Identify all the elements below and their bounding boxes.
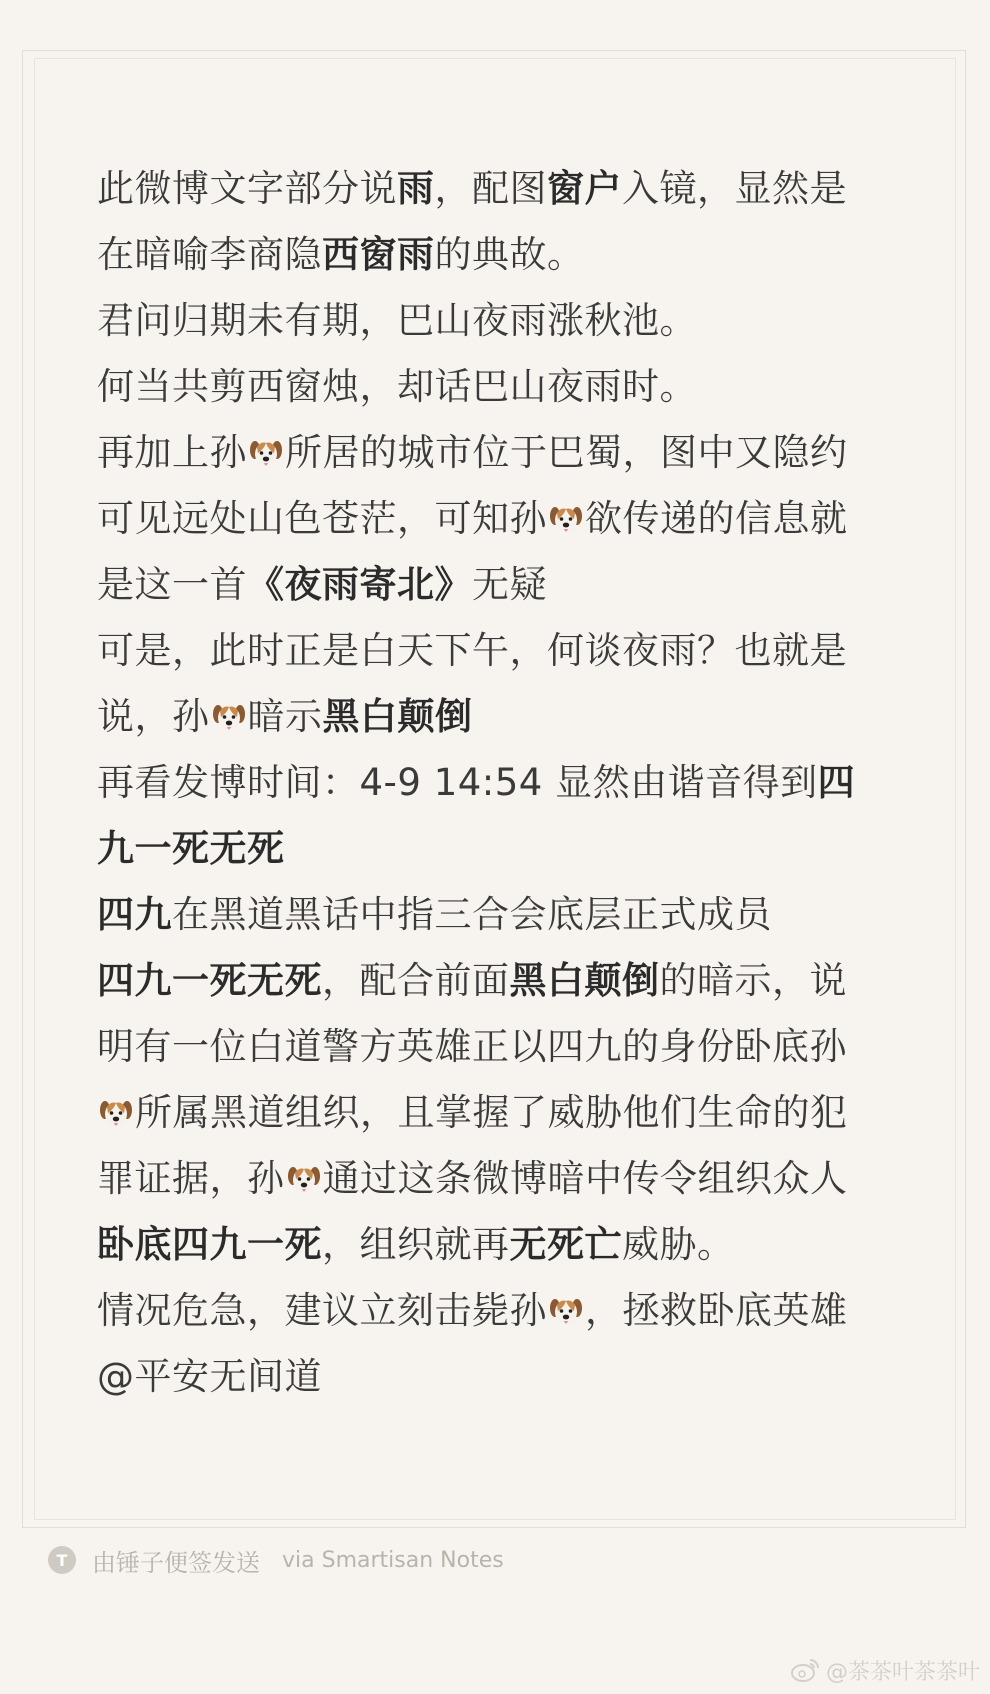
sent-by-label: 由锤子便签发送 (92, 1548, 260, 1577)
highlighted-text: 四九 (97, 893, 172, 936)
highlighted-text: 雨 (397, 167, 435, 210)
text-segment: 在暗喻李商隐 (97, 233, 322, 276)
dog-emoji-icon (99, 1086, 133, 1120)
text-segment: 可见远处山色苍茫，可知孙 (97, 497, 547, 540)
note-line (97, 420, 917, 486)
text-segment: 情况危急，建议立刻击毙孙 (97, 1289, 547, 1332)
highlighted-text: 卧底四九一死 (97, 1223, 322, 1266)
text-segment: 再加上孙 (97, 431, 247, 474)
text-segment: 的暗示，说 (659, 959, 847, 1002)
highlighted-text: 无死亡 (509, 1223, 622, 1266)
watermark-handle: @茶茶叶茶茶叶 (825, 1659, 980, 1685)
text-segment: 可是，此时正是白天下午，何谈夜雨？也就是 (97, 629, 847, 672)
note-line (97, 816, 917, 882)
smartisan-t-icon: T (48, 1546, 76, 1574)
note-line (97, 1278, 917, 1344)
weibo-icon (790, 1657, 820, 1683)
text-segment: 所居的城市位于巴蜀，图中又隐约 (285, 431, 848, 474)
text-segment: 君问归期未有期，巴山夜雨涨秋池。 (97, 299, 697, 342)
text-segment: 此微博文字部分说 (97, 167, 397, 210)
weibo-watermark (790, 1654, 980, 1686)
highlighted-text: 黑白颠倒 (509, 959, 660, 1002)
note-line (97, 486, 917, 552)
dog-emoji-icon (249, 426, 283, 460)
dog-emoji-icon (212, 690, 246, 724)
text-segment: 罪证据，孙 (97, 1157, 285, 1200)
dog-emoji-icon (287, 1152, 321, 1186)
note-line (97, 354, 917, 420)
text-segment: 说，孙 (97, 695, 210, 738)
text-segment: 再看发博时间：4-9 14:54 显然由谐音得到 (97, 761, 818, 804)
text-segment: 所属黑道组织，且掌握了威胁他们生命的犯 (135, 1091, 848, 1134)
dog-emoji-icon (549, 492, 583, 526)
note-line (97, 222, 917, 288)
note-line (97, 1080, 917, 1146)
text-segment: @平安无间道 (97, 1355, 322, 1398)
text-segment: 欲传递的信息就 (585, 497, 848, 540)
note-body (97, 156, 917, 1410)
text-segment: 在黑道黑话中指三合会底层正式成员 (172, 893, 772, 936)
text-segment: 是这一首 (97, 563, 247, 606)
text-segment: ，配合前面 (322, 959, 510, 1002)
text-segment: ，拯救卧底英雄 (585, 1289, 848, 1332)
note-line (97, 948, 917, 1014)
highlighted-text: 窗户 (547, 167, 622, 210)
highlighted-text: 四九一死无死 (97, 959, 322, 1002)
highlighted-text: 四 (817, 761, 856, 804)
note-line (97, 1344, 917, 1410)
text-segment: 通过这条微博暗中传令组织众人 (322, 1157, 848, 1200)
note-line (97, 750, 917, 816)
highlighted-text: 九一死无死 (97, 827, 285, 870)
note-line (97, 1014, 917, 1080)
note-line (97, 1146, 917, 1212)
highlighted-text: 黑白颠倒 (322, 695, 473, 738)
text-segment: ，组织就再 (322, 1223, 510, 1266)
note-line (97, 552, 917, 618)
highlighted-text: 西窗雨 (322, 233, 435, 276)
text-segment: ，配图 (434, 167, 547, 210)
text-segment: 的典故。 (434, 233, 585, 276)
text-segment: 何当共剪西窗烛，却话巴山夜雨时。 (97, 365, 697, 408)
text-segment: 入镜，显然是 (622, 167, 847, 210)
text-segment: 无疑 (472, 563, 547, 606)
text-segment: 暗示 (247, 695, 323, 738)
note-line (97, 882, 917, 948)
text-segment: 明有一位白道警方英雄正以四九的身份卧底孙 (97, 1025, 847, 1068)
footer (48, 1540, 504, 1580)
note-line (97, 618, 917, 684)
note-line (97, 684, 917, 750)
via-label: via Smartisan Notes (282, 1547, 504, 1573)
highlighted-text: 《夜雨寄北》 (247, 563, 472, 606)
note-line (97, 156, 917, 222)
dog-emoji-icon (549, 1284, 583, 1318)
note-line (97, 288, 917, 354)
text-segment: 威胁。 (622, 1223, 735, 1266)
note-line (97, 1212, 917, 1278)
